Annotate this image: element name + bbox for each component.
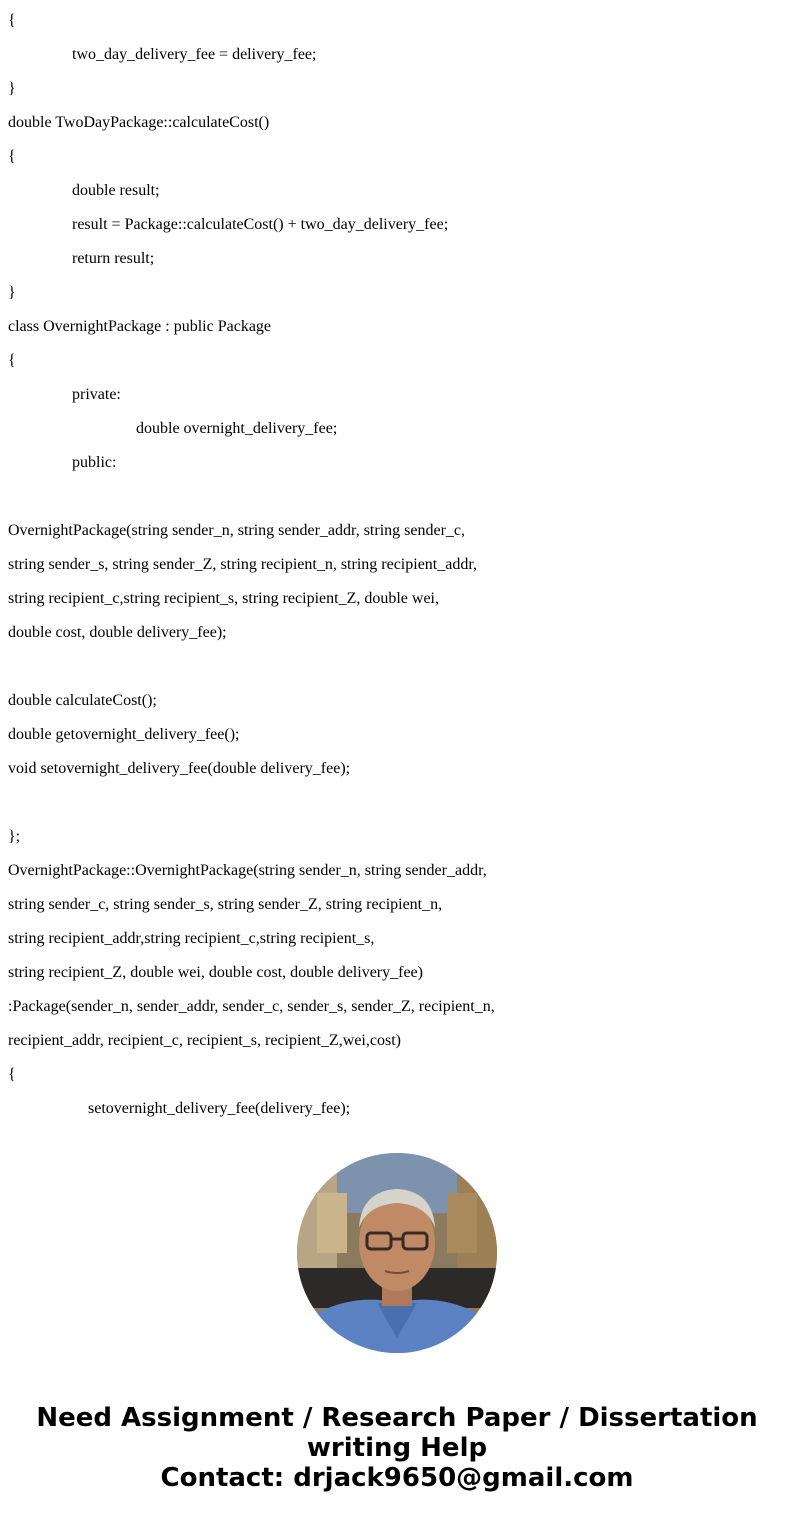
code-line: void setovernight_delivery_fee(double delivery_fee); [8,760,351,777]
code-line: result = Package::calculateCost() + two_day_delivery_fee; [72,216,449,233]
code-line: } [8,284,16,301]
author-avatar [297,1153,497,1353]
code-line: recipient_addr, recipient_c, recipient_s, recipient_Z,wei,cost) [8,1032,401,1049]
code-line [8,480,788,514]
code-line: double cost, double delivery_fee); [8,624,227,641]
code-line: public: [72,454,117,471]
code-line: { [8,352,16,369]
promo-line-1: Need Assignment / Research Paper / Dissertation [36,1403,758,1433]
code-line: double TwoDayPackage::calculateCost() [8,114,270,131]
code-line: double overnight_delivery_fee; [136,420,338,437]
code-line: double calculateCost(); [8,692,157,709]
promo-banner [0,1403,794,1493]
code-listing [8,4,788,1126]
code-line: private: [72,386,121,403]
code-line: string recipient_c,string recipient_s, string recipient_Z, double wei, [8,590,439,607]
code-line: class OvernightPackage : public Package [8,318,272,335]
code-line: string sender_c, string sender_s, string sender_Z, string recipient_n, [8,896,443,913]
code-line: } [8,80,16,97]
code-line: { [8,12,16,29]
code-line: OvernightPackage::OvernightPackage(string sender_n, string sender_addr, [8,862,487,879]
code-line: }; [8,828,21,845]
code-line: string recipient_Z, double wei, double cost, double delivery_fee) [8,964,423,981]
code-line: string recipient_addr,string recipient_c,string recipient_s, [8,930,375,947]
code-line: string sender_s, string sender_Z, string recipient_n, string recipient_addr, [8,556,478,573]
code-line: double getovernight_delivery_fee(); [8,726,240,743]
code-line: double result; [72,182,160,199]
code-line [8,786,788,820]
code-line: two_day_delivery_fee = delivery_fee; [72,46,317,63]
code-line: :Package(sender_n, sender_addr, sender_c, sender_s, sender_Z, recipient_n, [8,998,495,1015]
promo-line-2: writing Help [306,1433,488,1463]
promo-contact: Contact: drjack9650@gmail.com [160,1463,634,1493]
code-line: setovernight_delivery_fee(delivery_fee); [88,1100,351,1117]
code-line: { [8,148,16,165]
code-line: OvernightPackage(string sender_n, string sender_addr, string sender_c, [8,522,466,539]
code-line [8,650,788,684]
code-line: { [8,1066,16,1083]
author-photo [297,1153,497,1353]
code-line: return result; [72,250,155,267]
